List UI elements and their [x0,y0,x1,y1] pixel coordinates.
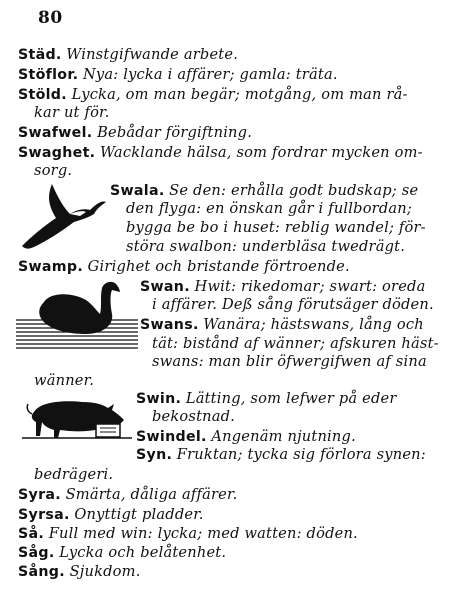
definition-text: Wacklande hälsa, som fordrar mycken om- [100,144,423,161]
definition-continuation: kar ut för. [34,104,110,121]
definition-text: Nya: lycka i affärer; gamla: träta. [82,66,338,83]
headword: Stöld. [18,87,67,103]
headword: Swindel. [136,429,207,445]
definition-continuation: bekostnad. [152,408,236,425]
headword: Så. [18,526,45,542]
entry-swamp [18,258,350,276]
entry-syrsa [18,506,204,524]
definition-text: Winstgifwande arbete. [66,46,239,63]
headword: Stöflor. [18,67,79,83]
definition-text: Hwit: rikedomar; swart: oreda [194,278,426,295]
definition-text: Wanära; hästswans, lång och [203,316,424,333]
definition-text: Lycka, om man begär; motgång, om man rå- [71,86,408,103]
headword: Sång. [18,564,65,580]
headword: Swans. [140,317,199,333]
definition-continuation: bygga be bo i huset: reblig wandel; för- [126,219,426,236]
definition-text: Onyttigt pladder. [74,506,204,523]
headword: Städ. [18,47,62,63]
definition-text: Sjukdom. [69,563,141,580]
definition-text: Full med win: lycka; med watten: döden. [48,525,358,542]
entry-swala [110,182,418,200]
entry-sag [18,544,226,562]
entry-swan [140,278,425,296]
entry-stold [18,86,408,104]
entry-syra [18,486,237,504]
definition-text: Girighet och bristande förtroende. [87,258,350,275]
definition-text: Smärta, dåliga affärer. [65,486,238,503]
definition-continuation: wänner. [34,372,95,389]
entry-stad [18,46,238,64]
headword: Såg. [18,545,55,561]
headword: Syrsa. [18,507,70,523]
headword: Swaghet. [18,145,96,161]
entry-swin [136,390,397,408]
entry-swaghet [18,144,423,162]
headword: Swamp. [18,259,84,275]
definition-text: Se den: erhålla godt budskap; se [169,182,419,199]
headword: Swala. [110,183,165,199]
headword: Swin. [136,391,182,407]
entry-swafwel [18,124,252,142]
headword: Syn. [136,447,173,463]
definition-continuation: tät: bistånd af wänner; afskuren häst- [152,335,439,352]
entry-stoflor [18,66,338,84]
entry-sa [18,525,358,543]
definition-text: Angenäm njutning. [211,428,356,445]
swan-woodcut-icon [16,280,138,354]
definition-text: Bebådar förgiftning. [97,124,253,141]
entry-syn [136,446,426,464]
definition-text: Lätting, som lefwer på eder [185,390,397,407]
swallow-woodcut-icon [18,180,108,252]
definition-continuation: swans: man blir öfwergifwen af sina [152,353,427,370]
entry-swindel [136,428,356,446]
headword: Swafwel. [18,125,93,141]
headword: Syra. [18,487,61,503]
definition-text: Lycka och belåtenhet. [59,544,227,561]
page-number: 80 [38,8,63,28]
entry-sang [18,563,141,581]
headword: Swan. [140,279,190,295]
definition-text: Fruktan; tycka sig förlora synen: [176,446,426,463]
definition-continuation: bedrägeri. [34,466,114,483]
entry-swans [140,316,424,334]
definition-continuation: sorg. [34,162,73,179]
definition-continuation: störa swalbon: underbläsa twedrägt. [126,238,406,255]
pig-woodcut-icon [22,392,132,446]
definition-continuation: i affärer. Deß sång förutsäger döden. [152,296,434,313]
definition-continuation: den flyga: en önskan går i fullbordan; [126,200,413,217]
